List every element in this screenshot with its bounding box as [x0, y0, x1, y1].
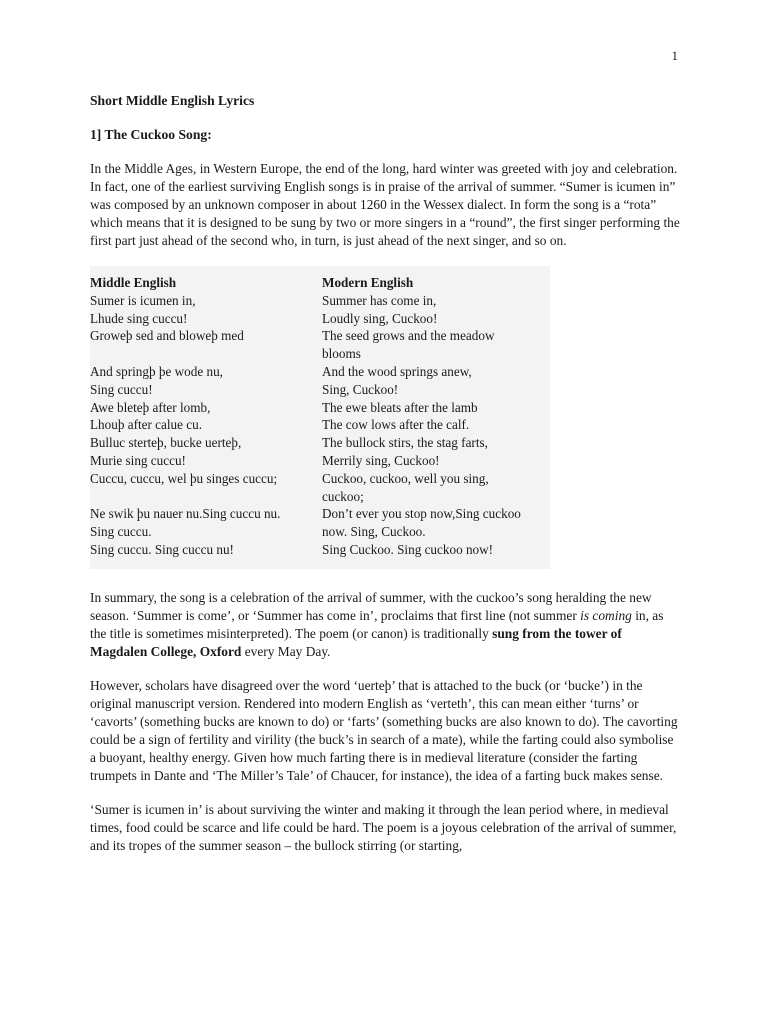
summary-text-3: every May Day. — [241, 643, 331, 659]
modern-english-line: cuckoo; — [322, 488, 364, 504]
middle-english-line: Sing cuccu! — [90, 381, 153, 397]
middle-english-line: Lhude sing cuccu! — [90, 310, 188, 326]
modern-english-line: Cuckoo, cuckoo, well you sing, — [322, 470, 489, 486]
middle-english-line: Lhouþ after calue cu. — [90, 417, 203, 433]
poem-line-row — [90, 488, 550, 506]
poem-line-row — [90, 505, 550, 523]
modern-english-line: blooms — [322, 346, 361, 362]
summary-bold-text: sung from the tower of Magdalen College, Oxford — [90, 625, 622, 659]
poem-line-row — [90, 470, 550, 488]
intro-paragraph: In the Middle Ages, in Western Europe, the end of the long, hard winter was greeted with joy and celebration. In fact, one of the earliest surviving English songs is in praise of the arrival of summer. “Sumer is icumen in” was composed by an unknown composer in about 1260 in the Wessex dialect. In form the song is a “rota” which means that it is designed to be sung by two or more singers in a “round”, the first singer performing the first part just ahead of the second who, in turn, is just ahead of the next singer, and so on. — [90, 161, 680, 248]
section-heading: 1] The Cuckoo Song: — [90, 127, 212, 142]
poem-line-row — [90, 434, 550, 452]
poem-line-row — [90, 541, 550, 559]
middle-english-line: Bulluc sterteþ, bucke uerteþ, — [90, 435, 242, 451]
summary-italic-text: is coming — [580, 607, 632, 623]
page-number: 1 — [671, 48, 678, 63]
modern-english-line: The bullock stirs, the stag farts, — [322, 435, 488, 451]
middle-english-line — [90, 345, 322, 363]
modern-english-line: The cow lows after the calf. — [322, 417, 470, 433]
modern-english-line: now. Sing, Cuckoo. — [322, 524, 426, 540]
middle-english-line: Murie sing cuccu! — [90, 452, 186, 468]
middle-english-line: Sing cuccu. Sing cuccu nu! — [90, 541, 234, 557]
modern-english-line: The ewe bleats after the lamb — [322, 399, 478, 415]
modern-english-line: Loudly sing, Cuckoo! — [322, 310, 438, 326]
modern-english-line: And the wood springs anew, — [322, 363, 472, 379]
poem-line-row — [90, 310, 550, 328]
modern-english-line: Summer has come in, — [322, 292, 437, 308]
middle-english-line: And springþ þe wode nu, — [90, 363, 223, 379]
poem-rows — [90, 292, 550, 559]
document-body — [90, 92, 680, 871]
document-title: Short Middle English Lyrics — [90, 93, 255, 108]
modern-english-line: Don’t ever you stop now,Sing cuckoo — [322, 506, 521, 522]
poem-line-row — [90, 292, 550, 310]
middle-english-line: Groweþ sed and bloweþ med — [90, 328, 244, 344]
summary-paragraph — [90, 589, 680, 661]
middle-english-header: Middle English — [90, 275, 177, 290]
modern-english-header: Modern English — [322, 275, 414, 290]
middle-english-line: Ne swik þu nauer nu.Sing cuccu nu. — [90, 506, 281, 522]
poem-line-row — [90, 345, 550, 363]
middle-english-line: Sing cuccu. — [90, 524, 152, 540]
poem-line-row — [90, 363, 550, 381]
middle-english-line: Sumer is icumen in, — [90, 292, 196, 308]
summary-text-1: In summary, the song is a celebration of the arrival of summer, with the cuckoo’s song heralding the new season. ‘Summer is come’, or ‘Summer has come in’, proclaims that first line (not summer — [90, 589, 652, 623]
poem-line-row — [90, 399, 550, 417]
poem-table — [90, 266, 550, 569]
modern-english-line: Sing, Cuckoo! — [322, 381, 399, 397]
middle-english-line: Cuccu, cuccu, wel þu singes cuccu; — [90, 470, 278, 486]
poem-line-row — [90, 416, 550, 434]
surviving-paragraph: ‘Sumer is icumen in’ is about surviving the winter and making it through the lean period where, in medieval times, food could be scarce and life could be hard. The poem is a joyous celebration of the arrival of summer, and its tropes of the summer season – the bullock stirring (or starting, — [90, 801, 677, 853]
poem-line-row — [90, 523, 550, 541]
middle-english-line — [90, 488, 322, 506]
modern-english-line: Merrily sing, Cuckoo! — [322, 452, 440, 468]
modern-english-line: The seed grows and the meadow — [322, 328, 495, 344]
summary-text-2: in, as the title is sometimes misinterpreted). The poem (or canon) is traditionally — [90, 607, 664, 641]
scholars-paragraph: However, scholars have disagreed over the word ‘uerteþ’ that is attached to the buck (or ‘bucke’) in the original manuscript version. Rendered into modern English as ‘verteth’, this can mean either ‘turns’ or ‘cavorts’ (something bucks are known to do) or ‘farts’ (something bucks are also known to do). The cavorting could be a sign of fertility and virility (the buck’s in search of a mate), while the farting could also symbolise a buoyant, healthy energy. Given how much farting there is in medieval literature (consider the farting trumpets in Dante and ‘The Miller’s Tale’ of Chaucer, for instance), the idea of a farting buck makes sense. — [90, 677, 678, 783]
poem-line-row — [90, 381, 550, 399]
poem-line-row — [90, 452, 550, 470]
poem-line-row — [90, 327, 550, 345]
modern-english-line: Sing Cuckoo. Sing cuckoo now! — [322, 541, 494, 557]
middle-english-line: Awe bleteþ after lomb, — [90, 399, 211, 415]
poem-header-row — [90, 274, 550, 292]
